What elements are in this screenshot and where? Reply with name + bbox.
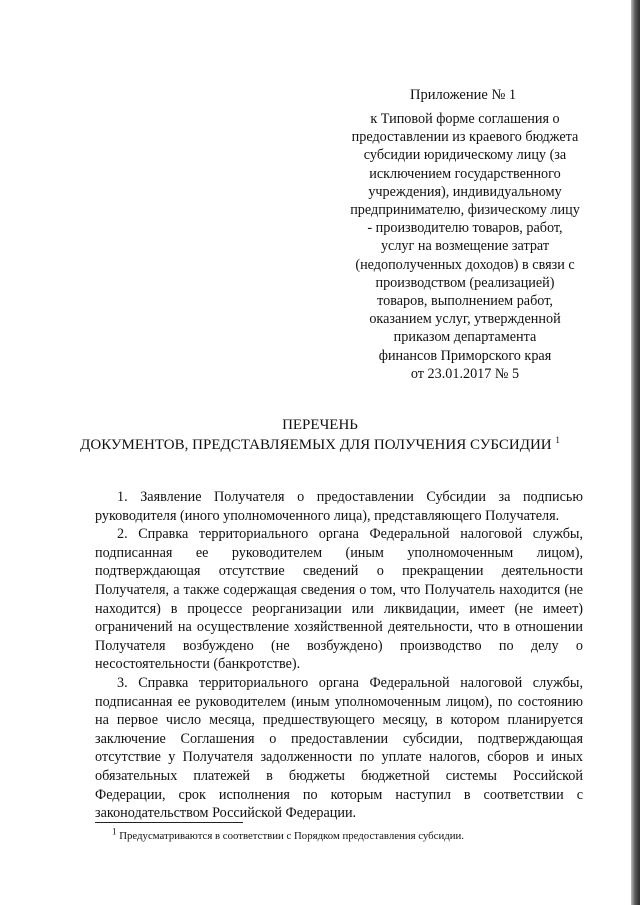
list-item-3-line: заключение Соглашения о предоставлении субсидии, подтверждающая: [95, 730, 583, 747]
appendix-line: предоставлении из краевого бюджета: [351, 129, 579, 146]
appendix-reference: [330, 110, 600, 383]
appendix-line: производством (реализацией): [375, 274, 555, 291]
list-item-2-line: находится) в процессе реорганизации или ликвидации, имеет (не имеет): [95, 600, 583, 617]
list-item-3-line: обязательных платежей в бюджеты бюджетной системы Российской: [95, 767, 583, 784]
footnote-text: Предусматриваются в соответствии с Порядком предоставления субсидии.: [119, 830, 464, 842]
scan-edge-shadow: [631, 0, 640, 905]
footnote-reference: 1: [555, 435, 560, 445]
appendix-line: предпринимателю, физическому лицу: [350, 202, 580, 219]
footnote-divider: [95, 822, 243, 823]
appendix-line: учреждения), индивидуальному: [368, 183, 562, 200]
appendix-line: товаров, выполнением работ,: [377, 293, 553, 310]
appendix-line: приказом департамента: [393, 329, 537, 346]
list-item-1-line: 1. Заявление Получателя о предоставлении Субсидии за подписью: [117, 489, 583, 505]
list-item-2-line: Получателя, а также содержащая сведения о том, что Получатель находится (не: [95, 581, 583, 598]
appendix-line: финансов Приморского края: [378, 347, 552, 364]
appendix-line: субсидии юридическому лицу (за: [363, 147, 567, 164]
document-title: ПЕРЕЧЕНЬ: [282, 417, 358, 433]
appendix-date-line: от 23.01.2017 № 5: [410, 365, 520, 382]
footnote-mark: 1: [112, 826, 117, 837]
document-subtitle: [0, 436, 640, 455]
appendix-line: (недополученных доходов) в связи с: [355, 256, 575, 273]
list-item-2-line: Получателя возбуждено (не возбуждено) производство по делу о: [95, 637, 583, 654]
document-list: [95, 488, 583, 823]
list-item-1-line: руководителя (иного уполномоченного лица), представляющего Получателя.: [95, 507, 560, 524]
footnote: [112, 826, 464, 843]
list-item-2-line: подтверждающая отсутствие сведений о прекращении деятельности: [95, 563, 583, 580]
appendix-line: к Типовой форме соглашения о: [370, 111, 560, 127]
appendix-line: услуг на возмещение затрат: [380, 238, 550, 255]
list-item-3-line: законодательством Российской Федерации.: [95, 805, 357, 822]
list-item-3-line: Федерации, срок исполнения по которым наступил в соответствии с: [95, 786, 583, 803]
document-subtitle-text: ДОКУМЕНТОВ, ПРЕДСТАВЛЯЕМЫХ ДЛЯ ПОЛУЧЕНИЯ СУБСИДИИ: [80, 437, 552, 453]
appendix-line: исключением государственного: [369, 165, 561, 182]
appendix-line: - производителю товаров, работ,: [367, 220, 563, 237]
list-item-2-line: несостоятельности (банкротстве).: [95, 656, 301, 673]
appendix-title: Приложение № 1: [410, 87, 517, 103]
list-item-3-line: 3. Справка территориального органа Федеральной налоговой службы,: [117, 674, 583, 691]
list-item-3-line: отсутствие у Получателя задолженности по уплате налогов, сборов и иных: [95, 749, 583, 766]
list-item-2-line: ограничений на осуществление хозяйственной деятельности, что в отношении: [95, 619, 583, 636]
appendix-line: оказанием услуг, утвержденной: [369, 311, 561, 328]
list-item-3-line: на первое число месяца, предшествующего месяцу, в котором планируется: [95, 712, 583, 729]
list-item-3-line: подписанная ее руководителем (иным уполномоченным лицом), по состоянию: [95, 693, 583, 710]
list-item-2-line: 2. Справка территориального органа Федеральной налоговой службы,: [117, 526, 583, 543]
list-item-2-line: подписанная ее руководителем (иным уполномоченным лицом),: [95, 544, 583, 561]
